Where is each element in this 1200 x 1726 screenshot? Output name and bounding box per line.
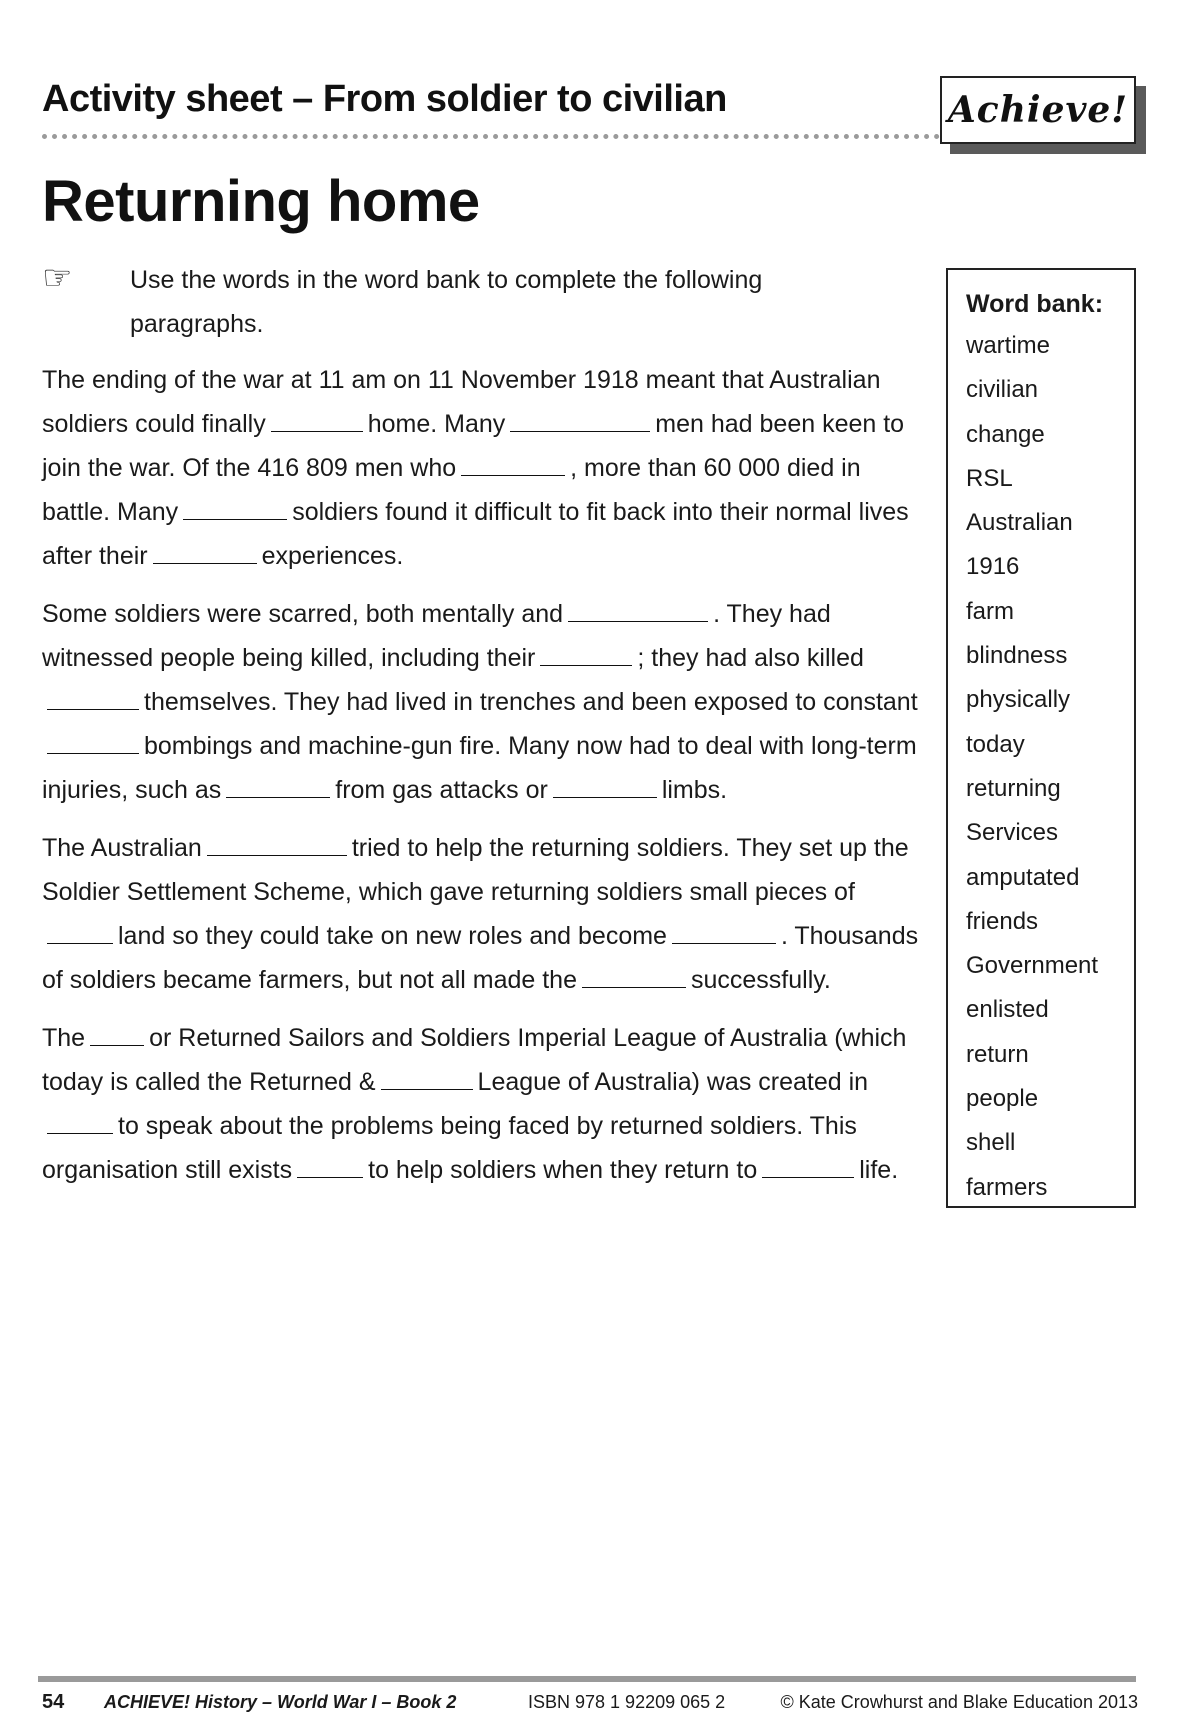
word-bank-item: Services xyxy=(966,819,1059,847)
word-bank-item: amputated xyxy=(966,863,1080,891)
answer-blank[interactable] xyxy=(297,1158,363,1178)
answer-blank[interactable] xyxy=(672,924,776,944)
answer-blank[interactable] xyxy=(762,1158,854,1178)
word-bank-item: today xyxy=(966,730,1025,758)
word-bank-item: Australian xyxy=(966,509,1073,537)
paragraph-text: to help soldiers when they return to xyxy=(368,1156,758,1184)
word-bank-item: return xyxy=(966,1040,1029,1068)
paragraph-text: ; they had also killed xyxy=(637,644,864,672)
footer-divider xyxy=(38,1676,1136,1682)
word-bank-item: change xyxy=(966,420,1045,448)
word-bank-item: enlisted xyxy=(966,996,1049,1024)
answer-blank[interactable] xyxy=(271,412,363,432)
series-title: ACHIEVE! History – World War I – Book 2 xyxy=(104,1691,457,1712)
answer-blank[interactable] xyxy=(226,778,330,798)
achieve-logo xyxy=(940,76,1136,144)
paragraph-text: . They had witnessed people being killed, including their xyxy=(42,600,831,672)
paragraph-2 xyxy=(42,592,922,812)
paragraph-text: soldiers found it difficult to fit back into their normal lives after their xyxy=(42,498,909,570)
paragraph-1 xyxy=(42,358,922,578)
paragraph-text: The Australian xyxy=(42,834,202,862)
paragraph-text: or Returned Sailors and Soldiers Imperial League of Australia (which today is called the Returned & xyxy=(42,1024,907,1096)
word-bank-item: farm xyxy=(966,597,1014,625)
paragraph-text: League of Australia) was created in xyxy=(477,1068,869,1096)
word-bank-item: blindness xyxy=(966,642,1068,670)
pointing-hand-icon: ☞ xyxy=(42,259,73,297)
word-bank-item: returning xyxy=(966,774,1061,802)
paragraph-text: to speak about the problems being faced by returned soldiers. This organisation still exists xyxy=(42,1112,857,1184)
paragraph-text: home. Many xyxy=(367,410,506,438)
answer-blank[interactable] xyxy=(90,1026,144,1046)
word-bank-item: 1916 xyxy=(966,553,1020,581)
paragraph-text: successfully. xyxy=(691,966,831,994)
word-bank-item: shell xyxy=(966,1129,1016,1157)
paragraph-text: Some soldiers were scarred, both mentally and xyxy=(42,600,564,628)
instruction xyxy=(42,258,902,346)
paragraph-text: . Thousands of soldiers became farmers, but not all made the xyxy=(42,922,919,994)
word-bank-title: Word bank: xyxy=(966,290,1104,318)
paragraph-text: life. xyxy=(859,1156,899,1184)
word-bank-item: farmers xyxy=(966,1173,1048,1201)
word-bank xyxy=(946,268,1136,1208)
word-bank-item: people xyxy=(966,1085,1039,1113)
isbn: ISBN 978 1 92209 065 2 xyxy=(528,1691,726,1712)
page-number: 54 xyxy=(42,1690,65,1713)
answer-blank[interactable] xyxy=(540,646,632,666)
paragraph-3 xyxy=(42,826,922,1002)
activity-sheet-title: Activity sheet – From soldier to civilian xyxy=(42,78,727,120)
paragraph-text: from gas attacks or xyxy=(335,776,548,804)
answer-blank[interactable] xyxy=(183,500,287,520)
paragraph-text: experiences. xyxy=(261,542,404,570)
answer-blank[interactable] xyxy=(47,924,113,944)
answer-blank[interactable] xyxy=(510,412,650,432)
word-bank-item: physically xyxy=(966,686,1071,714)
paragraph-text: themselves. They had lived in trenches and been exposed to constant xyxy=(144,688,918,716)
achieve-logo-text: Achieve! xyxy=(947,89,1129,131)
cloze-passage xyxy=(42,358,922,1206)
answer-blank[interactable] xyxy=(47,1114,113,1134)
answer-blank[interactable] xyxy=(153,544,257,564)
answer-blank[interactable] xyxy=(207,836,347,856)
paragraph-text: The xyxy=(42,1024,86,1052)
word-bank-item: friends xyxy=(966,907,1039,935)
paragraph-text: tried to help the returning soldiers. They set up the Soldier Settlement Scheme, which gave returning soldiers small pieces of xyxy=(42,834,909,906)
page-title: Returning home xyxy=(42,169,480,234)
answer-blank[interactable] xyxy=(568,602,708,622)
instruction-text: Use the words in the word bank to complete the following paragraphs. xyxy=(130,266,763,338)
answer-blank[interactable] xyxy=(553,778,657,798)
answer-blank[interactable] xyxy=(47,734,139,754)
paragraph-4 xyxy=(42,1016,922,1192)
answer-blank[interactable] xyxy=(381,1070,473,1090)
paragraph-text: limbs. xyxy=(661,776,728,804)
footer xyxy=(42,1690,1138,1714)
copyright: © Kate Crowhurst and Blake Education 2013 xyxy=(780,1691,1138,1712)
paragraph-text: The ending of the war at 11 am on 11 November 1918 meant that Australian soldiers could finally xyxy=(42,366,881,438)
word-bank-item: RSL xyxy=(966,464,1013,492)
word-bank-item: Government xyxy=(966,952,1099,980)
answer-blank[interactable] xyxy=(47,690,139,710)
answer-blank[interactable] xyxy=(461,456,565,476)
word-bank-item: wartime xyxy=(966,332,1051,359)
paragraph-text: men had been keen to join the war. Of the 416 809 men who xyxy=(42,410,905,482)
paragraph-text: bombings and machine-gun fire. Many now had to deal with long-term injuries, such as xyxy=(42,732,917,804)
paragraph-text: land so they could take on new roles and become xyxy=(118,922,667,950)
word-bank-item: civilian xyxy=(966,376,1039,404)
answer-blank[interactable] xyxy=(582,968,686,988)
dotted-divider xyxy=(42,134,940,139)
paragraph-text: , more than 60 000 died in battle. Many xyxy=(42,454,861,526)
